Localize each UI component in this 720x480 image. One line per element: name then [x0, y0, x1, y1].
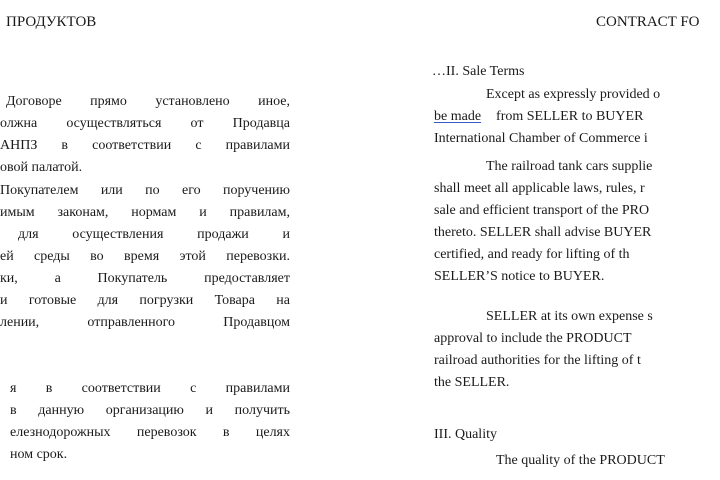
- text-line: Договоре прямо установлено иное,: [6, 94, 290, 109]
- text-line: я в соответствии с правилами: [10, 381, 290, 396]
- section-title: III. Quality: [434, 427, 497, 442]
- page-header: CONTRACT FO: [596, 14, 700, 30]
- text-line: в данную организацию и получить: [10, 403, 290, 418]
- text-line: Except as expressly provided o: [486, 87, 661, 102]
- english-contract-page: [430, 0, 720, 480]
- page-header: ПРОДУКТОВ: [6, 14, 97, 30]
- text-line: railroad authorities for the lifting of t: [434, 353, 641, 368]
- text-fragment: from SELLER to BUYER: [496, 109, 644, 124]
- text-line: the SELLER.: [434, 375, 510, 390]
- text-line: [434, 109, 643, 125]
- text-line: sale and efficient transport of the PRO: [434, 203, 650, 218]
- text-line: лении, отправленного Продавцом: [0, 315, 290, 330]
- russian-contract-page: [0, 0, 300, 480]
- text-line: SELLER at its own expense s: [486, 309, 653, 324]
- text-line: certified, and ready for lifting of th: [434, 247, 630, 262]
- text-line: АНПЗ в соответствии с правилами: [0, 138, 290, 153]
- text-line: имым законам, нормам и правилам,: [0, 205, 290, 220]
- text-line: и готовые для погрузки Товара на: [0, 293, 290, 308]
- text-line: олжна осуществляться от Продавца: [0, 116, 290, 131]
- text-line: Покупателем или по его поручению: [0, 183, 290, 198]
- section-title: …II. Sale Terms: [432, 64, 525, 79]
- text-line: The railroad tank cars supplie: [486, 159, 653, 174]
- text-line: approval to include the PRODUCT: [434, 331, 632, 346]
- text-line: овой палатой.: [0, 160, 83, 175]
- text-line: SELLER’S notice to BUYER.: [434, 269, 605, 284]
- text-line: The quality of the PRODUCT: [496, 453, 665, 468]
- text-line: ном срок.: [10, 447, 68, 462]
- text-line: International Chamber of Commerce i: [434, 131, 648, 146]
- text-line: для осуществления продажи и: [18, 227, 290, 242]
- text-line: елезнодорожных перевозок в целях: [10, 425, 290, 440]
- text-line: shall meet all applicable laws, rules, r: [434, 181, 645, 196]
- text-line: thereto. SELLER shall advise BUYER: [434, 225, 652, 240]
- text-line: ей среды во время этой перевозки.: [0, 249, 290, 264]
- tracked-change-link[interactable]: be made: [434, 109, 482, 124]
- text-line: ки, а Покупатель предоставляет: [0, 271, 290, 286]
